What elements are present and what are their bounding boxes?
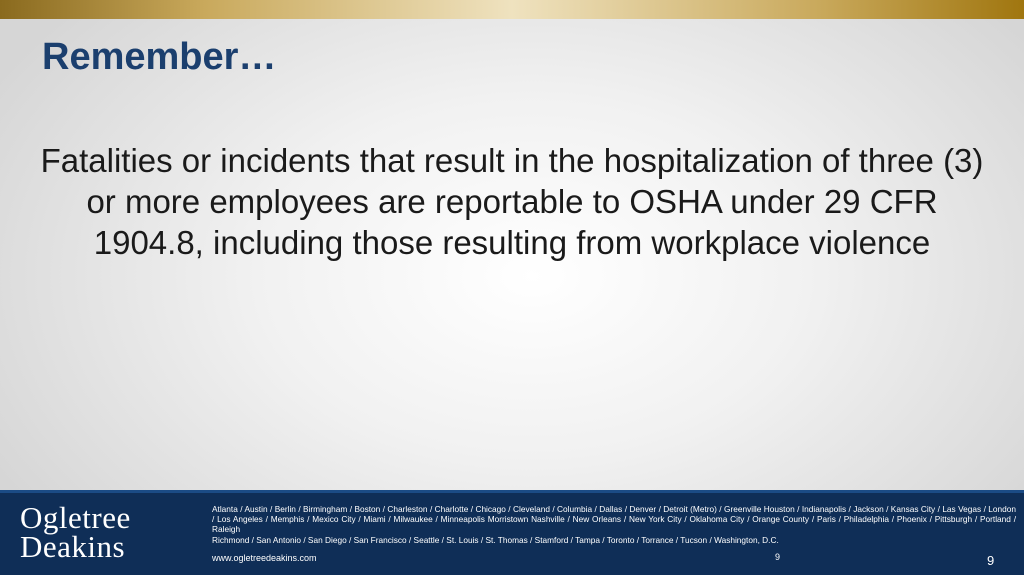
website-url[interactable]: www.ogletreedeakins.com [212, 553, 317, 563]
footer-page-number-small: 9 [775, 552, 781, 562]
slide-page-number: 9 [987, 553, 995, 568]
slide-body-text: Fatalities or incidents that result in the hospitalization of three (3) or more employees are reportable to OSHA under 29 CFR 1904.8, including those resulting from workplace violence [40, 142, 984, 261]
office-locations-line-2: Richmond / San Antonio / San Diego / San Francisco / Seattle / St. Louis / St. Thomas / Stamford / Tampa / Toronto / Torrance / Tucson / Washington, D.C. [212, 534, 779, 545]
logo-line-1: Ogletree [20, 500, 131, 535]
top-gold-bar [0, 0, 1024, 19]
ogletree-deakins-logo [20, 500, 131, 564]
footer-bar [0, 490, 1024, 575]
office-locations [212, 504, 1016, 545]
slide-title: Remember… [42, 36, 277, 78]
office-locations-line-1: Atlanta / Austin / Berlin / Birmingham / Boston / Charleston / Charlotte / Chicago / Cleveland / Columbia / Dallas / Denver / Detroit (Metro) / Greenville Houston / Indianapolis / Jackson / Kansas City / Las Vegas / London / Los Angeles / Memphis / Mexico City / Miami / Milwaukee / Minneapolis Morristown Nashville / New Orleans / New York City / Oklahoma City / Orange County / Paris / Philadelphia / Phoenix / Pittsburgh / Portland / Raleigh [212, 504, 1016, 535]
logo-line-2: Deakins [20, 529, 126, 564]
